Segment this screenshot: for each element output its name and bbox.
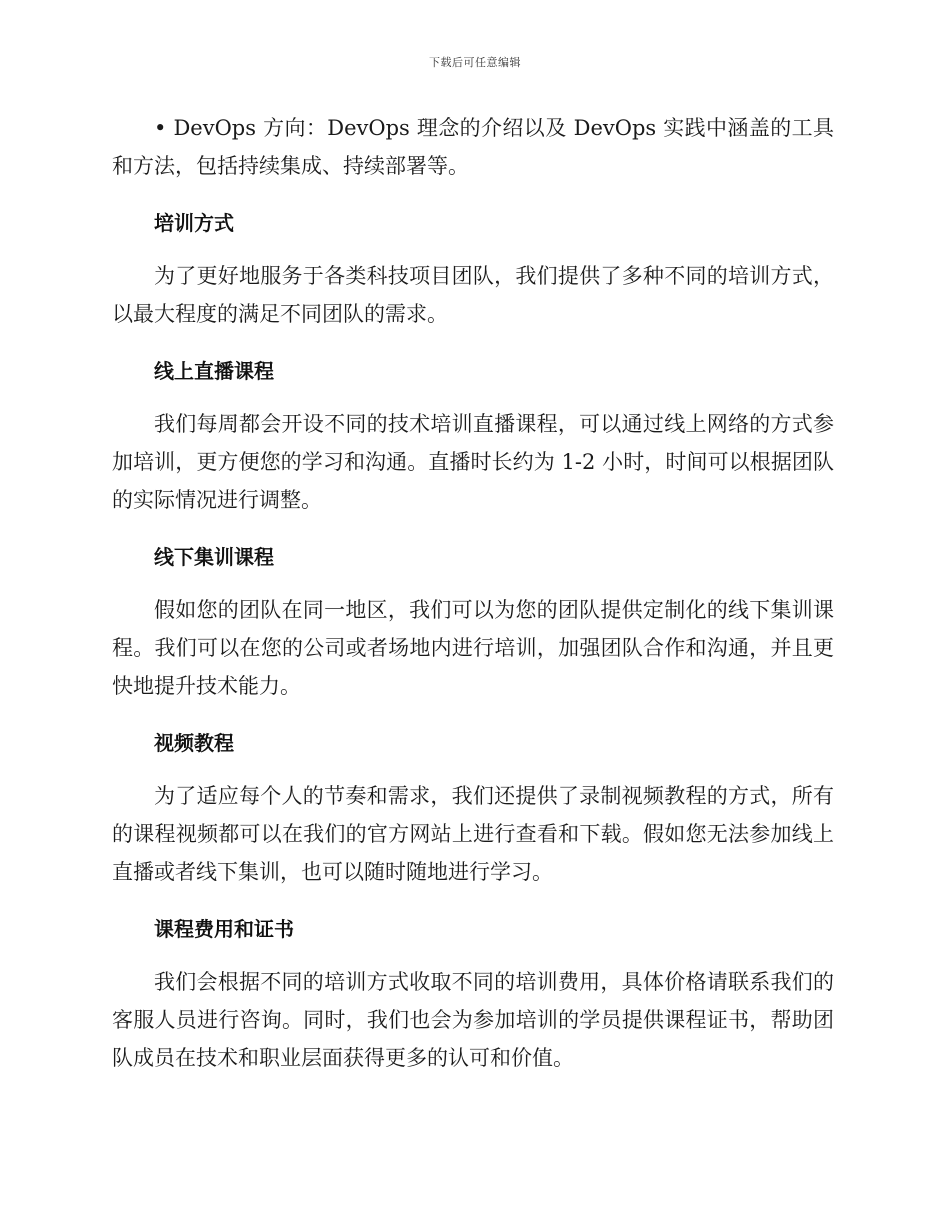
offline-courses-paragraph: 假如您的团队在同一地区，我们可以为您的团队提供定制化的线下集训课程。我们可以在您的公司或者场地内进行培训，加强团队合作和沟通，并且更快地提升技术能力。 xyxy=(112,598,834,698)
offline-courses-heading: 线下集训课程 xyxy=(154,545,274,569)
video-tutorials-heading: 视频教程 xyxy=(154,731,234,755)
live-courses-heading: 线上直播课程 xyxy=(154,359,274,383)
video-tutorials-paragraph: 为了适应每个人的节奏和需求，我们还提供了录制视频教程的方式，所有的课程视频都可以在我们的官方网站上进行查看和下载。假如您无法参加线上直播或者线下集训，也可以随时随地进行学习。 xyxy=(112,784,834,884)
live-courses-paragraph: 我们每周都会开设不同的技术培训直播课程，可以通过线上网络的方式参加培训，更方便您的学习和沟通。直播时长约为 1-2 小时，时间可以根据团队的实际情况进行调整。 xyxy=(112,412,834,512)
training-methods-paragraph: 为了更好地服务于各类科技项目团队，我们提供了多种不同的培训方式，以最大程度的满足不同团队的需求。 xyxy=(112,264,834,326)
fees-certificates-paragraph: 我们会根据不同的培训方式收取不同的培训费用，具体价格请联系我们的客服人员进行咨询。同时，我们也会为参加培训的学员提供课程证书，帮助团队成员在技术和职业层面获得更多的认可和价值。 xyxy=(112,970,834,1070)
devops-bullet-paragraph: • DevOps 方向：DevOps 理念的介绍以及 DevOps 实践中涵盖的工具和方法，包括持续集成、持续部署等。 xyxy=(112,116,834,178)
page-header: 下载后可任意编辑 xyxy=(429,56,521,69)
training-methods-heading: 培训方式 xyxy=(154,211,234,235)
document-body xyxy=(112,109,834,1077)
fees-certificates-heading: 课程费用和证书 xyxy=(154,917,294,941)
